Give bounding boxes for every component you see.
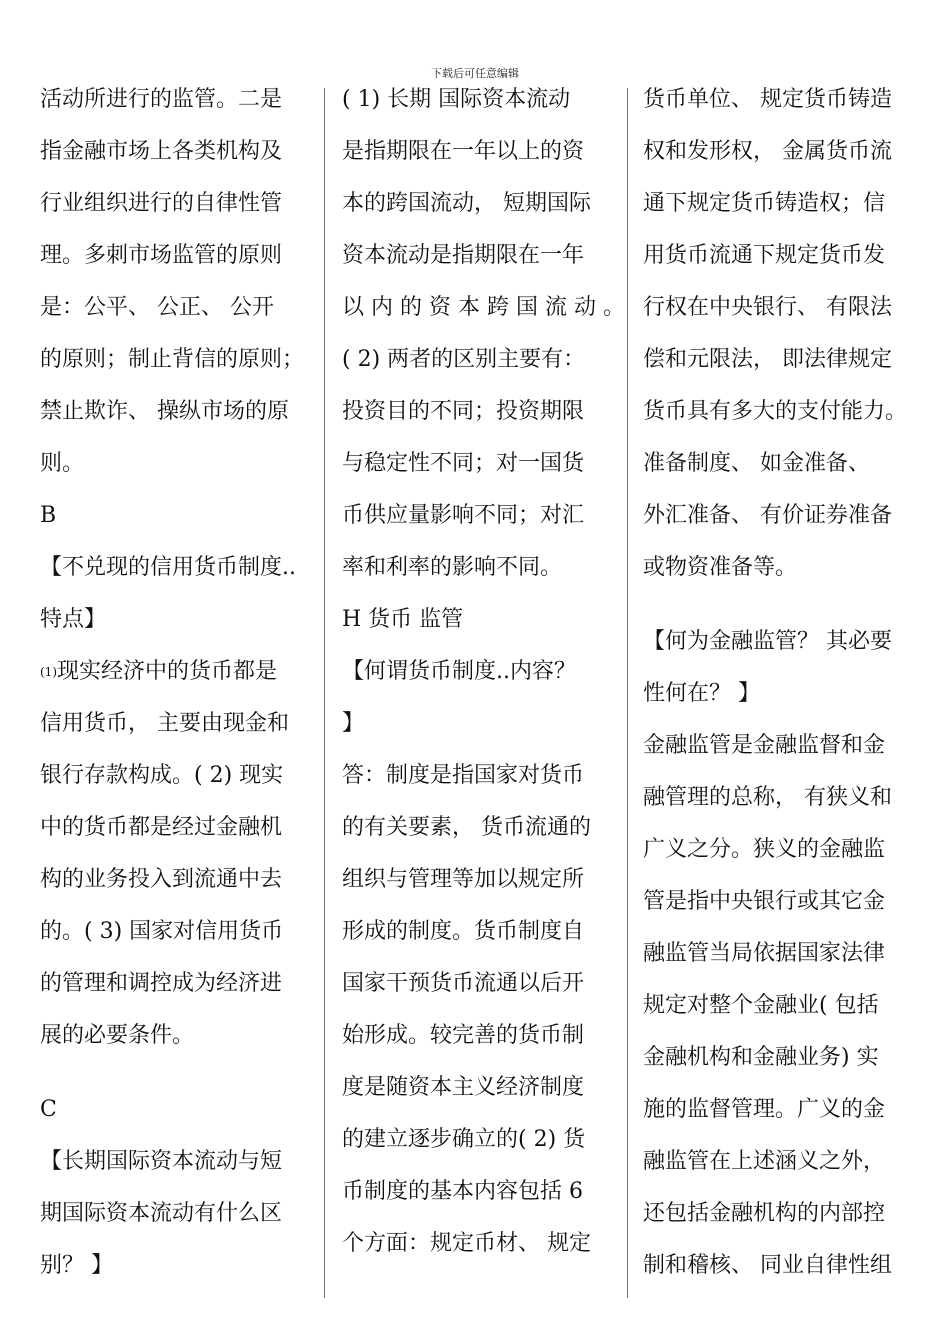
text-line: 组织与管理等加以规定所 bbox=[342, 867, 585, 892]
column-divider bbox=[627, 88, 628, 1298]
text-line: 则。 bbox=[40, 451, 85, 476]
text-line: 制和稽核、 同业自律性组 bbox=[643, 1253, 892, 1278]
text-line: 金融机构和金融业务) 实 bbox=[643, 1045, 879, 1070]
list-marker: (1) bbox=[40, 665, 57, 679]
text-line: 国家干预货币流通以后开 bbox=[342, 971, 585, 996]
text-line: 是指期限在一年以上的资 bbox=[342, 139, 585, 164]
text-line: 用货币流通下规定货币发 bbox=[643, 243, 886, 268]
text-line: 本的跨国流动， 短期国际 bbox=[342, 191, 591, 216]
text-line: 投资目的不同；投资期限 bbox=[342, 399, 585, 424]
text-line: 融监管在上述涵义之外， bbox=[643, 1149, 886, 1174]
text-line: 的有关要素， 货币流通的 bbox=[342, 815, 591, 840]
text-line: 融管理的总称， 有狭义和 bbox=[643, 785, 892, 810]
text-line: 资本流动是指期限在一年 bbox=[342, 243, 585, 268]
question-heading: 【何谓货币制度..内容？ bbox=[342, 659, 576, 684]
text-line: 规定对整个金融业( 包括 bbox=[643, 993, 879, 1018]
text-line: 银行存款构成。( 2) 现实 bbox=[40, 763, 284, 788]
text-line: 还包括金融机构的内部控 bbox=[643, 1201, 886, 1226]
paragraph-gap bbox=[643, 598, 933, 620]
question-heading: 【长期国际资本流动与短 bbox=[40, 1149, 283, 1174]
text-line: 中的货币都是经过金融机 bbox=[40, 815, 283, 840]
text-line: 准备制度、 如金准备、 bbox=[643, 451, 870, 476]
section-heading: H 货币 监管 bbox=[342, 607, 464, 632]
text-line: 币供应量影响不同；对汇 bbox=[342, 503, 585, 528]
question-heading: 【何为金融监管？ 其必要 bbox=[643, 629, 892, 654]
text-line: 信用货币， 主要由现金和 bbox=[40, 711, 289, 736]
text-line: 行业组织进行的自律性管 bbox=[40, 191, 283, 216]
section-letter: B bbox=[40, 503, 57, 528]
text-line: 币制度的基本内容包括 6 bbox=[342, 1179, 583, 1204]
text-line: 与稳定性不同；对一国货 bbox=[342, 451, 585, 476]
text-line: 广义之分。狭义的金融监 bbox=[643, 837, 886, 862]
text-line: 货币单位、 规定货币铸造 bbox=[643, 87, 892, 112]
text-line: ( 2) 两者的区别主要有： bbox=[342, 347, 586, 372]
text-line: 的。( 3) 国家对信用货币 bbox=[40, 919, 284, 944]
text-line: 率和利率的影响不同。 bbox=[342, 555, 563, 580]
text-line: 通下规定货币铸造权；信 bbox=[643, 191, 886, 216]
question-heading: 性何在？ 】 bbox=[643, 681, 760, 706]
text-line: 或物资准备等。 bbox=[643, 555, 798, 580]
text-line: 活动所进行的监管。二是 bbox=[40, 87, 283, 112]
question-heading: 【不兑现的信用货币制度.. bbox=[40, 555, 296, 580]
text-line: 货币具有多大的支付能力。 bbox=[643, 399, 908, 424]
text-line: 答：制度是指国家对货币 bbox=[342, 763, 585, 788]
paragraph-gap bbox=[40, 1066, 312, 1088]
text-line: 理。多刺市场监管的原则 bbox=[40, 243, 283, 268]
text-line: 外汇准备、 有价证券准备 bbox=[643, 503, 892, 528]
text-line: 的原则；制止背信的原则； bbox=[40, 347, 305, 372]
text-line: ( 1) 长期 国际资本流动 bbox=[342, 87, 571, 112]
text-column-3 bbox=[643, 78, 933, 1296]
page-header: 下载后可任意编辑 bbox=[431, 67, 519, 80]
text-line: 的管理和调控成为经济进 bbox=[40, 971, 283, 996]
text-line: 融监管当局依据国家法律 bbox=[643, 941, 886, 966]
text-line: 构的业务投入到流通中去 bbox=[40, 867, 283, 892]
question-heading: 】 bbox=[342, 711, 365, 736]
text-line: 权和发形权， 金属货币流 bbox=[643, 139, 892, 164]
text-line: 的建立逐步确立的( 2) 货 bbox=[342, 1127, 586, 1152]
text-line: 禁止欺诈、 操纵市场的原 bbox=[40, 399, 289, 424]
column-divider bbox=[324, 88, 325, 1298]
text-line: 以 内 的 资 本 跨 国 流 动 。 bbox=[342, 295, 625, 320]
text-line: 施的监督管理。广义的金 bbox=[643, 1097, 886, 1122]
text-line: 个方面：规定币材、 规定 bbox=[342, 1231, 591, 1256]
section-letter: C bbox=[40, 1097, 57, 1122]
text-column-1 bbox=[40, 78, 312, 1296]
text-line: 度是随资本主义经济制度 bbox=[342, 1075, 585, 1100]
question-heading: 特点】 bbox=[40, 607, 107, 632]
text-line: 指金融市场上各类机构及 bbox=[40, 139, 283, 164]
text-line: 形成的制度。货币制度自 bbox=[342, 919, 585, 944]
text-line: 行权在中央银行、 有限法 bbox=[643, 295, 892, 320]
text-line: 始形成。较完善的货币制 bbox=[342, 1023, 585, 1048]
text-line: 是：公平、 公正、 公开 bbox=[40, 295, 274, 320]
text-line: 展的必要条件。 bbox=[40, 1023, 195, 1048]
text-column-2 bbox=[342, 78, 625, 1274]
text-line: 管是指中央银行或其它金 bbox=[643, 889, 886, 914]
text-line: 金融监管是金融监督和金 bbox=[643, 733, 886, 758]
text-line: 偿和元限法， 即法律规定 bbox=[643, 347, 892, 372]
text-line bbox=[40, 650, 312, 702]
question-heading: 期国际资本流动有什么区 bbox=[40, 1201, 283, 1226]
question-heading: 别？ 】 bbox=[40, 1253, 113, 1278]
text-fragment: 现实经济中的货币都是 bbox=[57, 659, 278, 684]
